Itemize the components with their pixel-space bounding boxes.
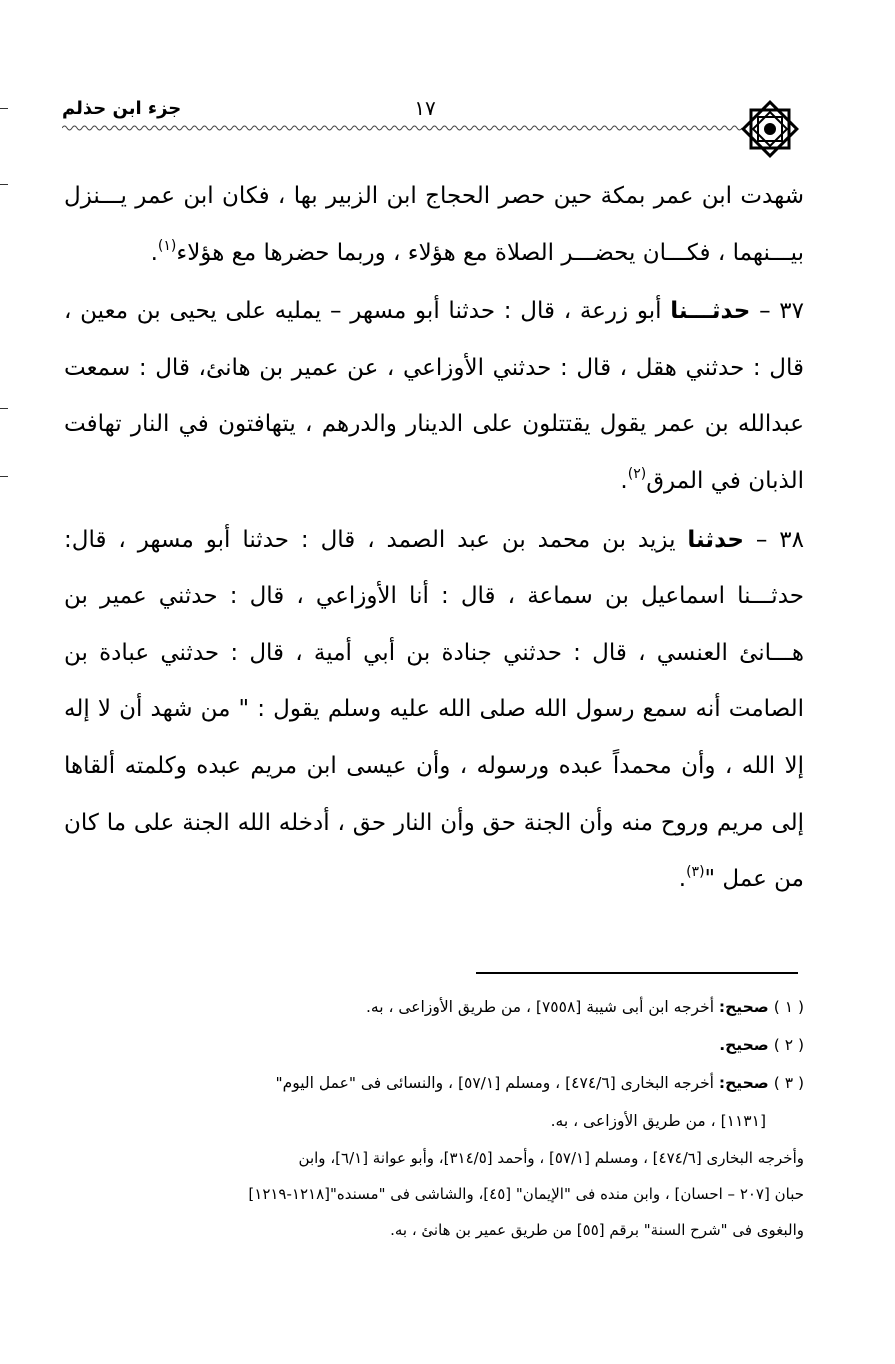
footnote-number: ( ٢ ) — [768, 1036, 804, 1054]
sentence-dot: . — [620, 467, 628, 494]
main-text — [64, 168, 804, 908]
header-wavy-rule — [62, 124, 742, 132]
footnote-text: أخرجه ابن أبى شيبة [٧٥٥٨] ، من طريق الأوزاعى ، به. — [365, 998, 719, 1016]
footnote-3-line-2: [١١٣١] ، من طريق الأوزاعى ، به. — [550, 1112, 766, 1130]
footnote-3-line-4: حبان [٢٠٧ – احسان] ، وابن منده فى "الإيمان" [٤٥]، والشاشى فى "مسنده"[١٢١٨-١٢١٩] — [248, 1185, 804, 1203]
hadith-number: ٣٧ – — [750, 298, 805, 325]
hadith-text: يزيد بن محمد بن عبد الصمد ، قال : حدثنا أبو مسهر ، قال: حدثـــنا اسماعيل بن سماعة ، قال : أنا الأوزاعي ، قال : حدثني عمير بن هـــانئ العنسي ، قال : حدثني جنادة بن أبي أمية ، قال : حدثني عبادة بن الصامت أنه سمع رسول الله صلى الله عليه وسلم يقول : " من شهد أن لا إله إلا الله ، وأن محمداً عبده ورسوله ، وأن عيسى ابن مريم عبده وكلمته ألقاها إلى مريم وروح منه وأن الجنة حق وأن النار حق ، أدخله الله الجنة على ما كان من عمل " — [64, 526, 804, 893]
footnote-1 — [64, 988, 804, 1026]
running-header-title: جزء ابن حذلم — [62, 98, 182, 119]
footnote-separator — [476, 972, 798, 974]
footnote-number: ( ٣ ) — [768, 1074, 804, 1092]
footnote-ref: (١) — [157, 237, 177, 254]
isnad-lead: حدثـــنا — [670, 298, 751, 325]
margin-mark — [0, 108, 8, 109]
paragraph-continuation — [64, 168, 804, 281]
footnote-grade: صحيح: — [718, 998, 769, 1016]
footnote-grade: صحيح: — [718, 1074, 769, 1092]
footnote-text: أخرجه البخارى [٤٧٤/٦] ، ومسلم [٥٧/١] ، والنسائى فى "عمل اليوم" — [275, 1074, 719, 1092]
margin-mark — [0, 408, 8, 409]
star-ornament-icon — [737, 96, 803, 162]
page-number: ١٧ — [414, 96, 436, 120]
paragraph-text: شهدت ابن عمر بمكة حين حصر الحجاج ابن الزبير بها ، فكان ابن عمر يـــنزل بيـــنهما ، فكـــان يحضـــر الصلاة مع هؤلاء ، وربما حضرها مع هؤلاء — [64, 183, 804, 266]
footnote-2 — [64, 1026, 804, 1064]
footnote-number: ( ١ ) — [768, 998, 804, 1016]
sentence-dot: . — [150, 239, 158, 266]
footnote-3-line-3: وأخرجه البخارى [٤٧٤/٦] ، ومسلم [٥٧/١] ، وأحمد [٣١٤/٥]، وأبو عوانة [٦/١]، وابن — [298, 1149, 804, 1167]
margin-mark — [0, 184, 8, 185]
isnad-lead: حدثنا — [687, 526, 744, 553]
hadith-text: أبو زرعة ، قال : حدثنا أبو مسهر – يمليه على يحيى بن معين ، قال : حدثني هقل ، قال : حدثني الأوزاعي ، عن عمير بن هانئ، قال : سمعت عبدالله بن عمر يقول يقتتلون على الدينار والدرهم ، يتهافتون في النار تهافت الذبان في المرق — [64, 298, 804, 494]
footnote-3-line-5: والبغوى فى "شرح السنة" برقم [٥٥] من طريق عمير بن هانئ ، به. — [390, 1221, 804, 1239]
sentence-dot: . — [678, 866, 687, 893]
hadith-37 — [64, 283, 804, 509]
footnote-grade: صحيح. — [719, 1036, 769, 1054]
footnote-ref: (٢) — [627, 465, 647, 482]
footnote-ref: (٣) — [686, 864, 705, 881]
hadith-38 — [64, 512, 804, 908]
hadith-number: ٣٨ – — [743, 526, 804, 553]
margin-mark — [0, 476, 8, 477]
footnotes — [64, 988, 804, 1248]
footnote-3 — [64, 1064, 804, 1102]
